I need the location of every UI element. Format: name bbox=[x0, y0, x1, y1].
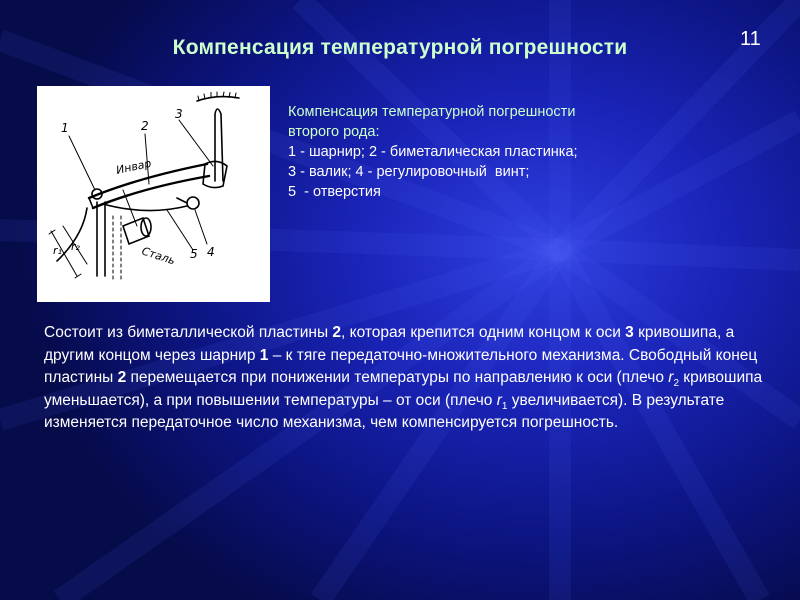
description-paragraph bbox=[44, 322, 774, 435]
label-1: 1 bbox=[61, 121, 69, 135]
label-3: 3 bbox=[175, 107, 183, 121]
mechanism-drawing bbox=[37, 86, 270, 302]
label-4: 4 bbox=[207, 245, 215, 259]
slide-number: 11 bbox=[740, 28, 761, 50]
desc-r2-letter: r bbox=[668, 369, 674, 386]
slide-title: Компенсация температурной погрешности bbox=[172, 36, 628, 59]
desc-ref-3: 3 bbox=[625, 324, 634, 341]
desc-text: Состоит из биметаллической пластины bbox=[44, 324, 333, 341]
label-steel: Сталь bbox=[140, 244, 177, 268]
desc-text: кривошипа уменьшается), а при повышении температуры – от оси (плечо bbox=[44, 369, 763, 409]
legend-item-3-4: 3 - валик; 4 - регулировочный винт; bbox=[288, 164, 530, 180]
figure-legend bbox=[288, 102, 768, 202]
label-r2: r₂ bbox=[71, 240, 80, 253]
desc-ref-1: 1 bbox=[259, 346, 269, 364]
desc-text: увеличивается). В результате изменяется передаточное число механизма, чем компенсируется погрешность. bbox=[44, 391, 725, 431]
desc-text: кривошипа, а другим концом через шарнир bbox=[44, 324, 735, 364]
desc-r1-letter: r bbox=[496, 391, 502, 409]
desc-r2-sub: 2 bbox=[673, 378, 679, 389]
label-r1: r₁ bbox=[53, 244, 62, 257]
legend-heading-line1: Компенсация температурной погрешности bbox=[288, 104, 576, 120]
desc-text: перемещается при понижении температуры по направлению к оси (плечо bbox=[126, 369, 669, 386]
desc-r1-sub: 1 bbox=[501, 400, 508, 412]
desc-text: , которая крепится одним концом к оси bbox=[341, 324, 626, 341]
label-invar: Инвар bbox=[114, 156, 153, 177]
legend-item-5: 5 - отверстия bbox=[288, 184, 381, 200]
label-5: 5 bbox=[190, 247, 198, 261]
legend-item-1-2: 1 - шарнир; 2 - биметалическая пластинка; bbox=[288, 144, 578, 160]
label-2: 2 bbox=[141, 119, 149, 133]
desc-text: – к тяге передаточно-множительного механизма. Свободный конец пластины bbox=[44, 346, 758, 386]
mechanism-diagram bbox=[37, 86, 270, 302]
desc-ref-2: 2 bbox=[117, 369, 127, 386]
desc-ref-2: 2 bbox=[332, 324, 342, 341]
legend-heading-line2: второго рода: bbox=[288, 124, 380, 140]
